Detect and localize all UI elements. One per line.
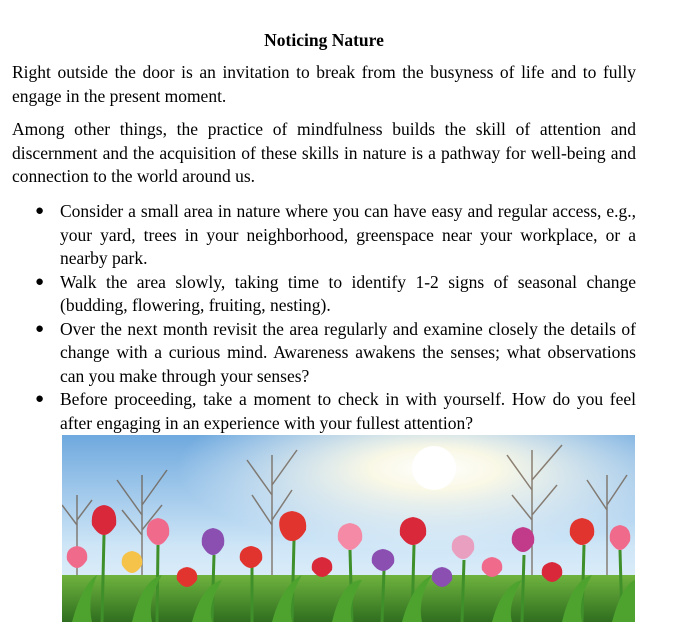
list-item-text: Consider a small area in nature where you can have easy and regular access, e.g., your yard, trees in your neighborhood, greenspace near your workplace, or a nearby park. (60, 201, 636, 268)
intro-paragraph: Right outside the door is an invitation to break from the busyness of life and to fully engage in the present moment. (12, 62, 636, 106)
mindfulness-paragraph: Among other things, the practice of mindfulness builds the skill of attention and discernment and the acquisition of these skills in nature is a pathway for well-being and connection to the world around us. (12, 119, 636, 186)
bullet-icon: ● (35, 273, 45, 290)
list-item (0, 200, 636, 271)
list-item (0, 388, 636, 435)
tulip-field-photo (62, 435, 635, 622)
sun (412, 446, 456, 490)
bullet-icon: ● (35, 320, 45, 337)
list-item (0, 271, 636, 318)
list-item-text: Walk the area slowly, taking time to identify 1-2 signs of seasonal change (budding, flowering, fruiting, nesting). (60, 271, 636, 315)
list-item-text: Over the next month revisit the area regularly and examine closely the details of change with a curious mind. Awareness awakens the senses; what observations can you make through your senses? (60, 318, 636, 386)
bullet-icon: ● (35, 391, 45, 407)
list-item (0, 318, 636, 389)
instructions-list (0, 200, 640, 435)
bullet-icon: ● (35, 203, 45, 219)
list-item-text: Before proceeding, take a moment to check in with yourself. How do you feel after engaging in an experience with your fullest attention? (60, 389, 636, 433)
tulip-field-illustration (62, 435, 635, 622)
document-title: Noticing Nature (264, 30, 384, 50)
